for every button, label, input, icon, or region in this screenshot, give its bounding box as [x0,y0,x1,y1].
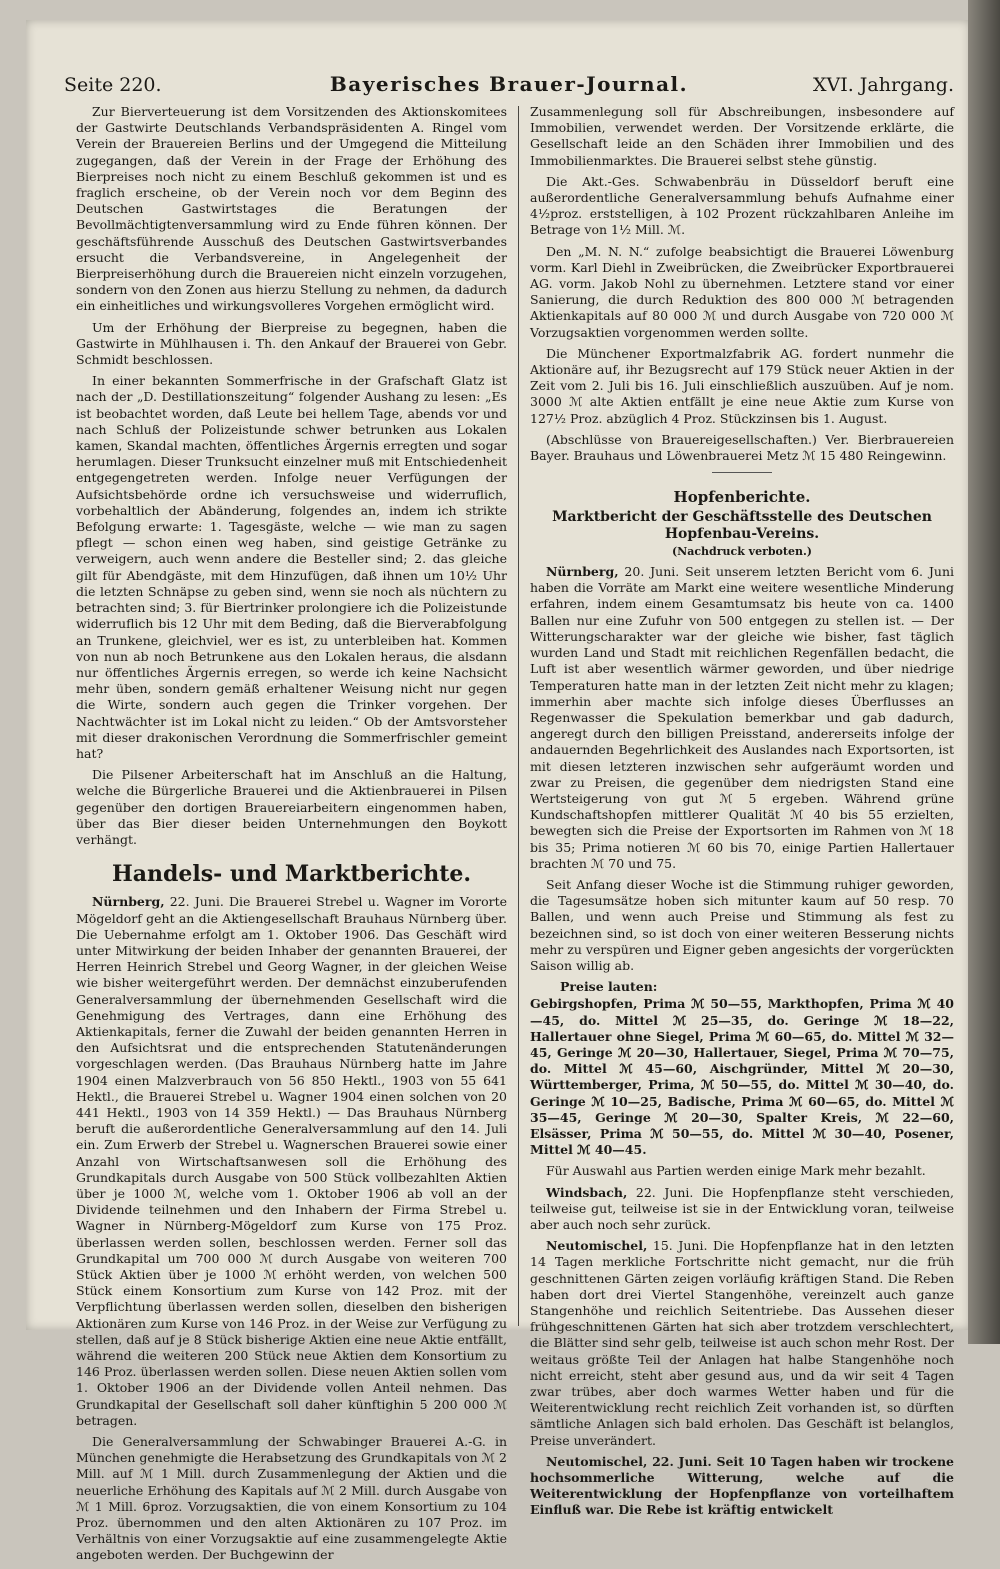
dateline-place: Nürnberg, [92,894,165,910]
report-text: 22. Juni. Seit 10 Tagen haben wir trockene hochsommerliche Witterung, welche auf die Weiterentwicklung der Hopfenpflanze von vorteilhaftem Einfluß war. Die Rebe ist kräftig entwickelt [530,1453,954,1518]
article-exportmalzfabrik: Die Münchener Exportmalzfabrik AG. fordert nunmehr die Aktionäre auf, ihr Bezugsrecht auf 179 Stück neuer Aktien in der Zeit vom 2. Juli bis 16. Juli einschließlich auszuüben. Auf je nom. 3000 ℳ alte Aktien entfällt je eine neue Aktie zum Kurse von 127½ Proz. abzüglich 4 Proz. Stückzinsen bis 1. August. [530,345,954,426]
column-divider [518,106,519,1326]
journal-title: Bayerisches Brauer-Journal. [329,72,689,96]
volume-label: XVI. Jahrgang. [812,74,954,96]
report-text: 22. Juni. Die Hopfenpflanze steht verschieden, teilweise gut, teilweise ist sie in der Entwicklung voran, teilweise aber auch noch sehr zurück. [530,1184,954,1232]
subsection-title: Hopfenberichte. [673,488,811,507]
page-header [64,70,954,100]
dateline-place: Neutomischel, [546,1238,648,1254]
article-loewenburg: Den „M. N. N.“ zufolge beabsichtigt die Brauerei Löwenburg vorm. Karl Diehl in Zweibrücken, die Zweibrücker Exportbrauerei AG. vorm. Jakob Nohl zu übernehmen. Letztere stand vor einer Sanierung, die durch Reduktion des 800 000 ℳ betragenden Aktienkapitals auf 80 000 ℳ und durch Ausgabe von 720 000 ℳ Vorzugsaktien vorgenommen werden sollte. [530,243,954,340]
article-nuernberg-brauhaus [76,894,507,1429]
reprint-note: (Nachdruck verboten.) [671,544,813,558]
right-column [530,104,954,1524]
dateline-place: Neutomischel, [546,1453,648,1469]
article-text: 22. Juni. Die Brauerei Strebel u. Wagner im Vororte Mögeldorf geht an die Aktiengesellschaft Brauhaus Nürnberg über. Die Uebernahme erfolgt am 1. Oktober 1906. Das Geschäft wird unter Mitwirkung der beiden Inhaber der genannten Brauerei, der Herren Heinrich Strebel und Georg Wagner, in der gleichen Weise wie bisher weitergeführt werden. Der demnächst einzuberufenden Generalversammlung der übernehmenden Gesellschaft wird die Genehmigung des Vertrages, dann eine Erhöhung des Aktienkapitals, ferner die Zuwahl der beiden genannten Herren in den Aufsichtsrat und die entsprechenden Statutenänderungen vorgeschlagen werden. (Das Brauhaus Nürnberg hatte im Jahre 1904 einen Malzverbrauch von 56 850 Hektl., 1903 von 55 641 Hektl., die Brauerei Strebel u. Wagner 1904 einen solchen von 20 441 Hektl., 1903 von 14 359 Hektl.) — Das Brauhaus Nürnberg beruft die außerordentliche Generalversammlung auf den 14. Juli ein. Zum Erwerb der Strebel u. Wagnerschen Brauerei sowie einer Anzahl von Wirtschaftsanwesen soll die Erhöhung des Grundkapitals durch Ausgabe von 500 Stück vollbezahlten Aktien über je 1000 ℳ, welche vom 1. Oktober 1906 ab voll an der Dividende teilnehmen und den Inhabern der Firma Strebel u. Wagner in Nürnberg-Mögeldorf zum Kurse von 175 Proz. überlassen werden sollen, beschlossen werden. Ferner soll das Grundkapital um 700 000 ℳ durch Ausgabe von weiteren 700 Stück Aktien über je 1000 ℳ erhöht werden, von welchen 500 Stück einem Konsortium zum Kurse von 142 Proz. mit der Verpflichtung überlassen werden sollen, dieselben den bisherigen Aktionären zum Kurse von 146 Proz. in der Weise zur Verfügung zu stellen, daß auf je 8 Stück bisherige Aktien eine neue Aktie entfällt, während die weiteren 200 Stück neue Aktien dem Konsortium zu 146 Proz. überlassen werden sollen. Diese neuen Aktien sollen vom 1. Oktober 1906 an der Dividende vollen Anteil nehmen. Das Grundkapital der Gesellschaft soll daher künftighin 5 200 000 ℳ betragen. [76,894,507,1428]
report-stimmung: Seit Anfang dieser Woche ist die Stimmung ruhiger geworden, die Tagesumsätze hoben sich mitunter kaum auf 50 resp. 70 Ballen, und wenn auch Preise und Stimmung als fest zu bezeichnen sind, so ist doch von einer weiteren Besserung nichts mehr zu verspüren und Eigner geben angesichts der vorgerückten Saison willig ab. [530,876,954,973]
prices-heading: Preise lauten: [560,979,658,995]
left-column [76,104,507,1569]
dateline-place: Windsbach, [546,1184,628,1200]
article-abschluesse: (Abschlüsse von Brauereigesellschaften.) Ver. Bierbrauereien Bayer. Brauhaus und Löwenbrauerei Metz ℳ 15 480 Reingewinn. [530,431,954,464]
article-pilsen-boykott: Die Pilsener Arbeiterschaft hat im Anschluß an die Haltung, welche die Bürgerliche Brauerei und die Aktienbrauerei in Pilsen gegenüber den dortigen Brauereiarbeitern eingenommen haben, über das Bier dieser beiden Unternehmungen den Boykott verhängt. [76,767,507,847]
page-number: Seite 220. [64,74,162,96]
article-sommerfrische: In einer bekannten Sommerfrische in der Grafschaft Glatz ist nach der „D. Destillationszeitung“ folgender Aushang zu lesen: „Es ist beobachtet worden, daß Leute bei hellem Tage, abends vor und nach Schluß der Polizeistunde schwer betrunken aus Lokalen kamen, Skandal machten, öffentliches Ärgernis erregten und sogar herumlagen. Dieser Trunksucht einzelner muß mit Entschiedenheit entgegengetreten werden. Infolge neuer Verfügungen der Aufsichtsbehörde ordne ich versuchsweise und widerruflich, vorbehaltlich der Abänderung, folgendes an, indem ich strikte Befolgung erwarte: 1. Tagesgäste, welche — wie man zu sagen pflegt — schon einen weg haben, sind geistige Getränke zu verweigern, auch wenn andere die Besteller sind; 2. das gleiche gilt für Abendgäste, mit dem Hinzufügen, daß ihnen um 10½ Uhr die letzten Schnäpse zu geben sind, wenn sie noch als nüchtern zu betrachten sind; 3. für Biertrinker prolongiere ich die Polizeistunde widerruflich bis 12 Uhr mit dem Beding, daß die Bierverabfolgung an Trunkene, gleichviel, wer es ist, zu unterbleiben hat. Kommen von nun ab noch Betrunkene aus den Lokalen heraus, die alsdann nur öffentliches Ärgernis erregen, so werde ich keine Nachsicht mehr üben, sondern gemäß erhaltener Weisung nicht nur gegen die Wirte, sondern auch gegen die Trinker vorgehen. Der Nachtwächter ist im Lokal nicht zu leiden.“ Ob der Amtsvorsteher mit dieser drakonischen Verordnung die Sommerfrischler gemeint hat? [76,373,507,761]
article-muehlhausen: Um der Erhöhung der Bierpreise zu begegnen, haben die Gastwirte in Mühlhausen i. Th. den Ankauf der Brauerei von Gebr. Schmidt beschlossen. [76,319,507,368]
prices-list: Gebirgshopfen, Prima ℳ 50—55, Markthopfen, Prima ℳ 40—45, do. Mittel ℳ 25—35, do. Geringe ℳ 18—22, Hallertauer ohne Siegel, Prima ℳ 60—65, do. Mittel ℳ 32—45, Geringe ℳ 20—30, Hallertauer, Siegel, Prima ℳ 70—75, do. Mittel ℳ 45—60, Aischgründer, Mittel ℳ 20—30, Württemberger, Prima, ℳ 50—55, do. Mittel ℳ 30—40, do. Geringe ℳ 10—25, Badische, Prima ℳ 60—65, do. Mittel ℳ 35—45, Geringe ℳ 20—30, Spalter Kreis, ℳ 22—60, Elsässer, Prima ℳ 50—55, do. Mittel ℳ 30—40, Posener, Mittel ℳ 40—45. [530,996,954,1158]
article-schwabenbraeu: Die Akt.-Ges. Schwabenbräu in Düsseldorf beruft eine außerordentliche Generalversammlung behufs Aufnahme einer 4½proz. erststelligen, à 102 Prozent rückzahlbaren Anleihe im Betrage von 1½ Mill. ℳ. [530,173,954,238]
article-schwabinger: Die Generalversammlung der Schwabinger Brauerei A.-G. in München genehmigte die Herabsetzung des Grundkapitals von ℳ 2 Mill. auf ℳ 1 Mill. durch Zusammenlegung der Aktien und die neuerliche Erhöhung des Kapitals auf ℳ 2 Mill. durch Ausgabe von ℳ 1 Mill. 6proz. Vorzugsaktien, die von einem Konsortium zu 104 Proz. übernommen und den alten Aktionären zu 107 Proz. im Verhältnis von einer Vorzugsaktie auf eine zusammengelegte Aktie angeboten werden. Der Buchgewinn der [76,1434,507,1563]
report-auswahl: Für Auswahl aus Partien werden einige Mark mehr bezahlt. [546,1163,926,1179]
report-neutomischel-2 [530,1454,954,1519]
page-edge-shadow [968,0,1000,1344]
dateline-place: Nürnberg, [546,564,619,580]
article-continuation: Zusammenlegung soll für Abschreibungen, insbesondere auf Immobilien, verwendet werden. Der Vorsitzende erklärte, die Gesellschaft leide an den Schäden ihrer Immobilien und des Immobilienmarktes. Die Brauerei selbst stehe günstig. [530,104,954,168]
separator [712,472,772,473]
report-text: 15. Juni. Die Hopfenpflanze hat in den letzten 14 Tagen merkliche Fortschritte nicht gemacht, nur die früh geschnittenen Gärten zeigen vorläufig kräftigen Stand. Die Reben haben dort drei Viertel Stangenhöhe, vereinzelt auch ganze Stangenhöhe und reichlich Seitentriebe. Das Aussehen dieser frühgeschnittenen Gärten hat sich aber trotzdem verschlechtert, die Blätter sind sehr gelb, teilweise ist auch schon mehr Rost. Der weitaus größte Teil der Anlagen hat halbe Stangenhöhe noch nicht erreicht, steht aber gesund aus, und da wir seit 4 Tagen zwar trübes, aber doch warmes Wetter haben und für die Weiterentwicklung recht reichlich Zeit vorhanden ist, so dürften sämtliche Anlagen sich bald erholen. Das Geschäft ist belanglos, Preise unverändert. [530,1238,954,1448]
report-text: 20. Juni. Seit unserem letzten Bericht vom 6. Juni haben die Vorräte am Markt eine weitere wesentliche Minderung erfahren, indem einem Gesamtumsatz bis heute von ca. 1400 Ballen nur eine Zufuhr von 500 entgegen zu stellen ist. — Der Witterungscharakter war der gleiche wie bisher, fast täglich wurden Land und Stadt mit reichlichen Regenfällen bedacht, die Luft ist aber wesentlich wärmer geworden, und über niedrige Temperaturen hatte man in der letzten Zeit nicht mehr zu klagen; immerhin aber machte sich infolge dieses Überflusses an Regenwasser die Spekulation bemerkbar und gab dadurch, angeregt durch den billigen Preisstand, andererseits infolge der andauernden Begehrlichkeit des Auslandes nach Exportsorten, ist mit diesen letzteren inzwischen sehr aufgeräumt worden und zwar zu Preisen, die gegenüber dem niedrigsten Stand eine Wertsteigerung von gut ℳ 5 ergeben. Während grüne Kundschaftshopfen mittlerer Qualität ℳ 40 bis 55 erzielten, bewegten sich die Preise der Exportsorten im Rahmen von ℳ 18 bis 35; Prima notieren ℳ 60 bis 70, einige Partien Hallertauer brachten ℳ 70 und 75. [530,564,954,871]
section-title: Handels- und Marktberichte. [111,861,472,888]
report-nuernberg [530,564,954,872]
article-bierverteuerung: Zur Bierverteuerung ist dem Vorsitzenden des Aktionskomitees der Gastwirte Deutschlands Verbandspräsidenten A. Ringel vom Verein der Brauereien Berlins und der Umgegend die Mitteilung zugegangen, daß der Verein in der Frage der Erhöhung des Bierpreises noch nicht zu einem Beschluß gekommen ist und es fraglich erscheine, ob der Verein noch vor dem Beginn des Deutschen Gastwirtstages die Beratungen der Bevollmächtigtenversammlung wird zu Ende führen können. Der geschäftsführende Ausschuß des Deutschen Gastwirtsverbandes ersucht die Verbandsvereine, in Angelegenheit der Bierpreiserhöhung durch die Brauereien nicht einzeln vorzugehen, sondern von den Zonen aus hierzu Stellung zu nehmen, da dadurch ein einheitliches und wirkungsvolleres Vorgehen ermöglicht wird. [76,104,507,314]
report-windsbach [530,1185,954,1234]
report-title: Marktbericht der Geschäftsstelle des Deutschen Hopfenbau-Vereins. [552,509,932,542]
